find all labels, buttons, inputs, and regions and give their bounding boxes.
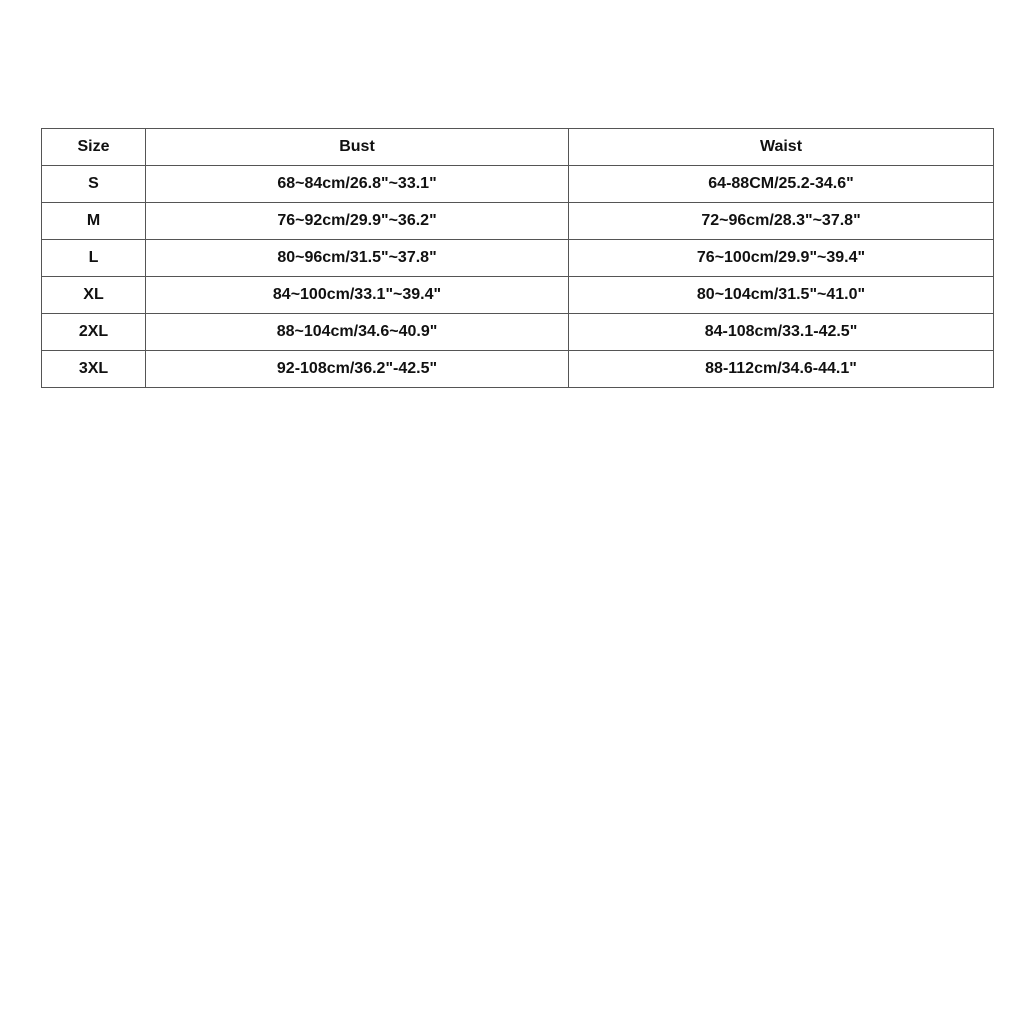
table-row [42,314,994,351]
waist-cell: 84-108cm/33.1-42.5" [569,314,994,351]
size-cell: L [42,240,146,277]
header-size: Size [42,129,146,166]
bust-cell: 68~84cm/26.8"~33.1" [146,166,569,203]
table-row [42,277,994,314]
waist-cell: 88-112cm/34.6-44.1" [569,351,994,388]
waist-cell: 80~104cm/31.5"~41.0" [569,277,994,314]
table-header-row [42,129,994,166]
table-row [42,203,994,240]
bust-cell: 88~104cm/34.6~40.9" [146,314,569,351]
bust-cell: 84~100cm/33.1"~39.4" [146,277,569,314]
size-cell: S [42,166,146,203]
waist-cell: 76~100cm/29.9"~39.4" [569,240,994,277]
size-cell: 3XL [42,351,146,388]
table-row [42,351,994,388]
size-cell: XL [42,277,146,314]
size-cell: M [42,203,146,240]
bust-cell: 76~92cm/29.9"~36.2" [146,203,569,240]
table-row [42,240,994,277]
bust-cell: 80~96cm/31.5"~37.8" [146,240,569,277]
header-waist: Waist [569,129,994,166]
size-cell: 2XL [42,314,146,351]
size-chart-table [41,128,994,388]
waist-cell: 72~96cm/28.3"~37.8" [569,203,994,240]
table-row [42,166,994,203]
bust-cell: 92-108cm/36.2"-42.5" [146,351,569,388]
waist-cell: 64-88CM/25.2-34.6" [569,166,994,203]
header-bust: Bust [146,129,569,166]
